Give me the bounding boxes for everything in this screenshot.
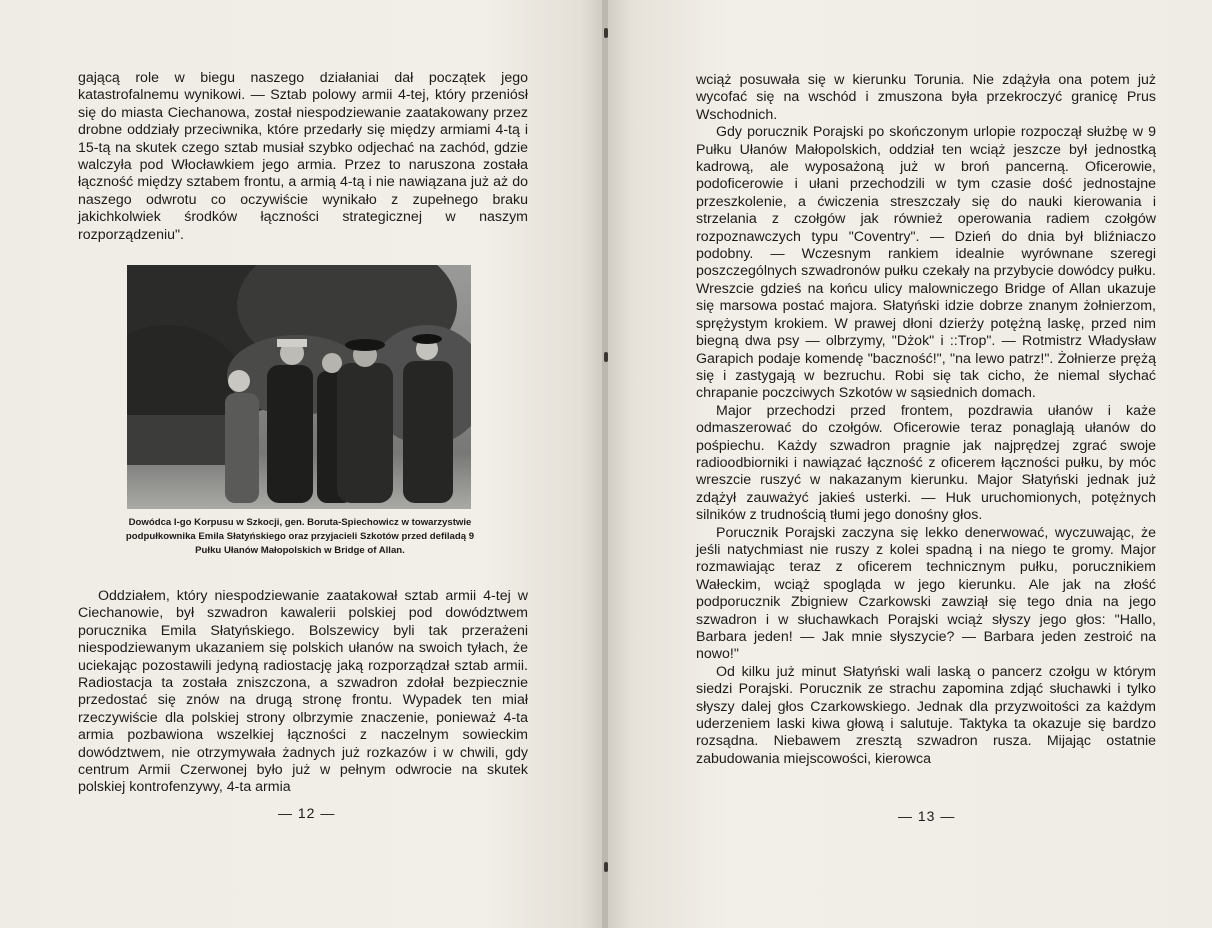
left-text-bottom [78,588,528,797]
right-text [696,72,1156,768]
paragraph: Oddziałem, który niespodziewanie zaatakował sztab armii 4-tej w Ciechanowie, był szwadron kawalerii polskiej pod dowództwem porucznika Emila Słatyńskiego. Bolszewicy byli tak przerażeni niespodziewanym ukazaniem się polskich ułanów na swoich tyłach, że uciekając pozostawili jedyną radiostację jaką rozporządzał sztab armii. Radiostacja ta została zniszczona, a szwadron zdołał bezpiecznie przedostać się znów na drugą stronę frontu. Wypadek ten miał rzeczywiście dla polskiej strony olbrzymie znaczenie, ponieważ 4-ta armia pozbawiona wszelkiej łączności z naczelnym sowieckim dowództwem, nie otrzymywała żadnych już rozkazów i w chwili, gdy centrum Armii Czerwonej było już w pełnym odwrocie na skutek polskiej kontrofenzywy, 4-ta armia [78,588,528,796]
photo-caption: Dowódca I-go Korpusu w Szkocji, gen. Boruta-Spiechowicz w towarzystwie podpułkownika Emila Słatyńskiego oraz przyjacieli Szkotów przed defiladą 9 Pułku Ułanów Małopolskich w Bridge of Allan. [125,517,475,556]
photo-illustration [127,265,471,509]
paragraph: gającą role w biegu naszego działaniai dał początek jego katastrofalnemu wynikowi. — Sztab polowy armii 4-tej, który przeniósł się do miasta Ciechanowa, został niespodziewanie zaatakowany przez drobne oddziały przeciwnika, które przedarły się między armiami 4-tą i 15-tą na skutek czego sztab musiał szybko odjechać na zachód, gdzie walczyła pod Włocławkiem jego armia. Przez to naruszona została łączność między sztabem frontu, a armią 4-tą i nie nawiązana już aż do naszego odwrotu co oczywiście wynikało z zupełnego braku jakichkolwiek środków łączności strategicznej w naszym rozporządzeniu". [78,70,528,243]
paragraph: Gdy porucznik Porajski po skończonym urlopie rozpoczął służbę w 9 Pułku Ułanów Małopolskich, oddział ten wciąż jeszcze był jednostką kadrową, ale wyposażoną już w broń pancerną. Oficerowie, podoficerowie i ułani przechodzili w tym czasie dość jednostajne przeszkolenie, a ćwiczenia streszczały się do nauki kierowania i strzelania z czołgów jak również operowania radiem czołgów rozpoznawczych typu "Coventry". — Dzień do dnia był bliźniaczo podobny. — Wczesnym rankiem idealnie wyrównane szeregi poszczególnych szwadronów pułku czekały na przybycie dowódcy pułku. Wreszcie gdzieś na końcu ulicy malowniczego Bridge of Allan ukazuje się marsowa postać majora. Słatyński idzie dobrze znanym żołnierzom, sprężystym krokiem. W prawej dłoni dzierży potężną laskę, przed nim biegną dwa psy — olbrzymy, "Dżok" i ::Trop". — Rotmistrz Władysław Garapich podaje komendę "baczność!", "na lewo patrz!". Żołnierze prężą się i zastygają w bezruchu. Robi się tak cicho, że niemal słychać chrapanie poczciwych Szkotów w sąsiednich domach. [696,124,1156,402]
left-text-top [78,70,528,244]
page-number: — 12 — [278,805,336,821]
page-number: — 13 — [898,808,956,824]
right-page [608,0,1212,928]
paragraph: Major przechodzi przed frontem, pozdrawia ułanów i każe odmaszerować do czołgów. Oficerowie teraz ponaglają ułanów do pośpiechu. Każdy szwadron pragnie jak najprędzej zgrać swoje radioodbiorniki i nawiązać łączność z oficerem łączności pułku, by móc wreszcie ruszyć w nakazanym kierunku. Major Słatyński jednak już zdążył zauważyć jakieś usterki. — Huk uruchomionych, potężnych silników z trudnością tłumi jego donośny głos. [696,402,1156,524]
paragraph: Od kilku już minut Słatyński wali laską o pancerz czołgu w którym siedzi Porajski. Porucznik ze strachu zapomina zdjąć słuchawki i tylko słyszy dalej głos Czarkowskiego. Jednak dla przyzwoitości za każdym uderzeniem laski kiwa głową i salutuje. Taktyka ta okazuje się bardzo rozsądna. Niebawem zresztą szwadron rusza. Mijając ostatnie zabudowania miejscowości, kierowca [696,663,1156,767]
paragraph: Porucznik Porajski zaczyna się lekko denerwować, wyczuwając, że jeśli natychmiast nie ruszy z kolei spadną i na niego te gromy. Major rozmawiając teraz z oficerem technicznym pułku, porucznikiem Wałeckim, wciąż spogląda w jego kierunku. Ale jak na złość podporucznik Zbigniew Czarkowski zawziął się tego dnia na jego szwadron i w słuchawkach Porajski wciąż słyszy jego głos: "Hallo, Barbara jeden! — Jak mnie słyszycie? — Barbara jeden zestroić na nowo!" [696,524,1156,663]
left-page [0,0,604,928]
photograph [127,265,471,509]
paragraph: wciąż posuwała się w kierunku Torunia. Nie zdążyła ona potem już wycofać się na wschód i zmuszona była przekroczyć granicę Prus Wschodnich. [696,72,1156,123]
